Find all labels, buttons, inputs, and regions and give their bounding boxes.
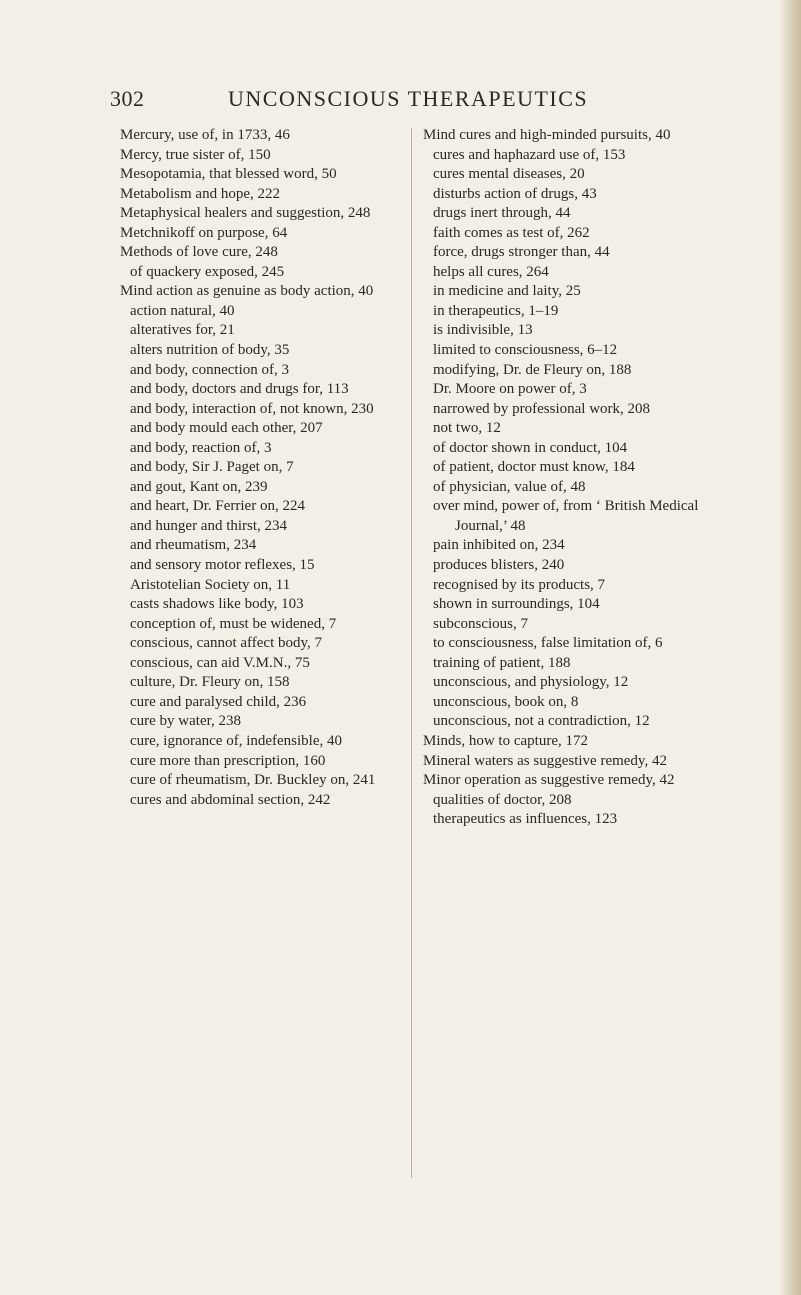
index-subentry: narrowed by professional work, 208: [433, 400, 651, 417]
index-entry: Mineral waters as suggestive remedy, 42: [423, 752, 667, 769]
index-subentry: disturbs action of drugs, 43: [433, 185, 597, 202]
index-subentry: and sensory motor reflexes, 15: [130, 557, 315, 574]
index-subentry: and body, interaction of, not known, 230: [130, 400, 374, 417]
index-subentry: and heart, Dr. Ferrier on, 224: [130, 498, 305, 515]
index-subentry: cure by water, 238: [130, 713, 242, 730]
index-subentry: Aristotelian Society on, 11: [130, 576, 291, 593]
index-subentry: conception of, must be widened, 7: [130, 615, 337, 632]
index-subentry: qualities of doctor, 208: [433, 791, 572, 808]
page-edge-shadow: [779, 0, 801, 1295]
index-subentry: and body, connection of, 3: [130, 361, 289, 378]
index-column-right: [423, 126, 708, 830]
index-entry: Mercury, use of, in 1733, 46: [120, 127, 290, 143]
index-subentry: casts shadows like body, 103: [130, 596, 304, 613]
index-subentry: therapeutics as influences, 123: [433, 811, 618, 828]
index-subentry: in medicine and laity, 25: [433, 283, 581, 300]
index-subentry: to consciousness, false limitation of, 6: [433, 635, 663, 652]
index-entry: Mesopotamia, that blessed word, 50: [120, 166, 337, 183]
column-divider: [411, 128, 412, 1178]
index-entry: Metabolism and hope, 222: [120, 185, 280, 202]
index-subentry: cures mental diseases, 20: [433, 166, 585, 183]
index-entry: Mind cures and high-minded pursuits, 40: [423, 127, 671, 143]
index-subentry: drugs inert through, 44: [433, 205, 571, 222]
index-entry: Methods of love cure, 248: [120, 244, 278, 261]
index-subentry: recognised by its products, 7: [433, 576, 606, 593]
index-entry: Mercy, true sister of, 150: [120, 146, 271, 163]
index-subentry: of patient, doctor must know, 184: [433, 459, 635, 476]
index-subentry: faith comes as test of, 262: [433, 224, 590, 241]
index-subentry: alteratives for, 21: [130, 322, 235, 339]
index-subentry: shown in surroundings, 104: [433, 596, 600, 613]
index-subentry: and body, doctors and drugs for, 113: [130, 381, 349, 398]
index-subentry: helps all cures, 264: [433, 263, 549, 280]
page-number: 302: [110, 86, 145, 111]
index-subentry: of quackery exposed, 245: [130, 263, 285, 280]
index-column-left: [120, 126, 404, 810]
index-subentry: cures and haphazard use of, 153: [433, 146, 626, 163]
index-subentry: cure of rheumatism, Dr. Buckley on, 241: [130, 772, 376, 789]
index-subentry: is indivisible, 13: [433, 322, 533, 339]
index-subentry: cures and abdominal section, 242: [130, 791, 331, 808]
index-subentry: cure, ignorance of, indefensible, 40: [130, 732, 342, 749]
index-subentry: conscious, cannot affect body, 7: [130, 635, 323, 652]
index-subentry: Dr. Moore on power of, 3: [433, 381, 587, 398]
index-subentry: unconscious, and physiology, 12: [433, 674, 629, 691]
page-header: [110, 86, 640, 122]
index-subentry: not two, 12: [433, 420, 501, 437]
index-subentry: in therapeutics, 1–19: [433, 302, 559, 319]
index-subentry: modifying, Dr. de Fleury on, 188: [433, 361, 632, 378]
running-title: UNCONSCIOUS THERAPEUTICS: [228, 86, 589, 111]
index-subentry: conscious, can aid V.M.N., 75: [130, 654, 310, 671]
index-subentry: pain inhibited on, 234: [433, 537, 565, 554]
index-subentry: training of patient, 188: [433, 654, 571, 671]
index-subentry: subconscious, 7: [433, 615, 528, 632]
index-subentry: of doctor shown in conduct, 104: [433, 439, 628, 456]
index-subentry: of physician, value of, 48: [433, 478, 586, 495]
index-entry: Metchnikoff on purpose, 64: [120, 224, 288, 241]
index-subentry: limited to consciousness, 6–12: [433, 342, 618, 359]
index-subentry: produces blisters, 240: [433, 557, 565, 574]
index-entry: Minor operation as suggestive remedy, 42: [423, 772, 675, 789]
index-subentry: and gout, Kant on, 239: [130, 478, 268, 495]
index-subentry: culture, Dr. Fleury on, 158: [130, 674, 290, 691]
index-entry: Metaphysical healers and suggestion, 248: [120, 205, 371, 222]
index-subentry: unconscious, book on, 8: [433, 693, 579, 710]
index-subentry: cure more than prescription, 160: [130, 752, 326, 769]
index-subentry: and body, Sir J. Paget on, 7: [130, 459, 294, 476]
index-subentry: and hunger and thirst, 234: [130, 517, 288, 534]
index-subentry: over mind, power of, from ‘ British Medical Journal,’ 48: [433, 498, 699, 534]
index-subentry: unconscious, not a contradiction, 12: [433, 713, 650, 730]
index-subentry: cure and paralysed child, 236: [130, 693, 307, 710]
index-subentry: alters nutrition of body, 35: [130, 342, 290, 359]
index-subentry: and body mould each other, 207: [130, 420, 323, 437]
index-entry: Minds, how to capture, 172: [423, 732, 588, 749]
index-subentry: action natural, 40: [130, 302, 235, 319]
index-subentry: and body, reaction of, 3: [130, 439, 272, 456]
index-subentry: and rheumatism, 234: [130, 537, 257, 554]
index-entry: Mind action as genuine as body action, 40: [120, 283, 374, 300]
index-subentry: force, drugs stronger than, 44: [433, 244, 610, 261]
